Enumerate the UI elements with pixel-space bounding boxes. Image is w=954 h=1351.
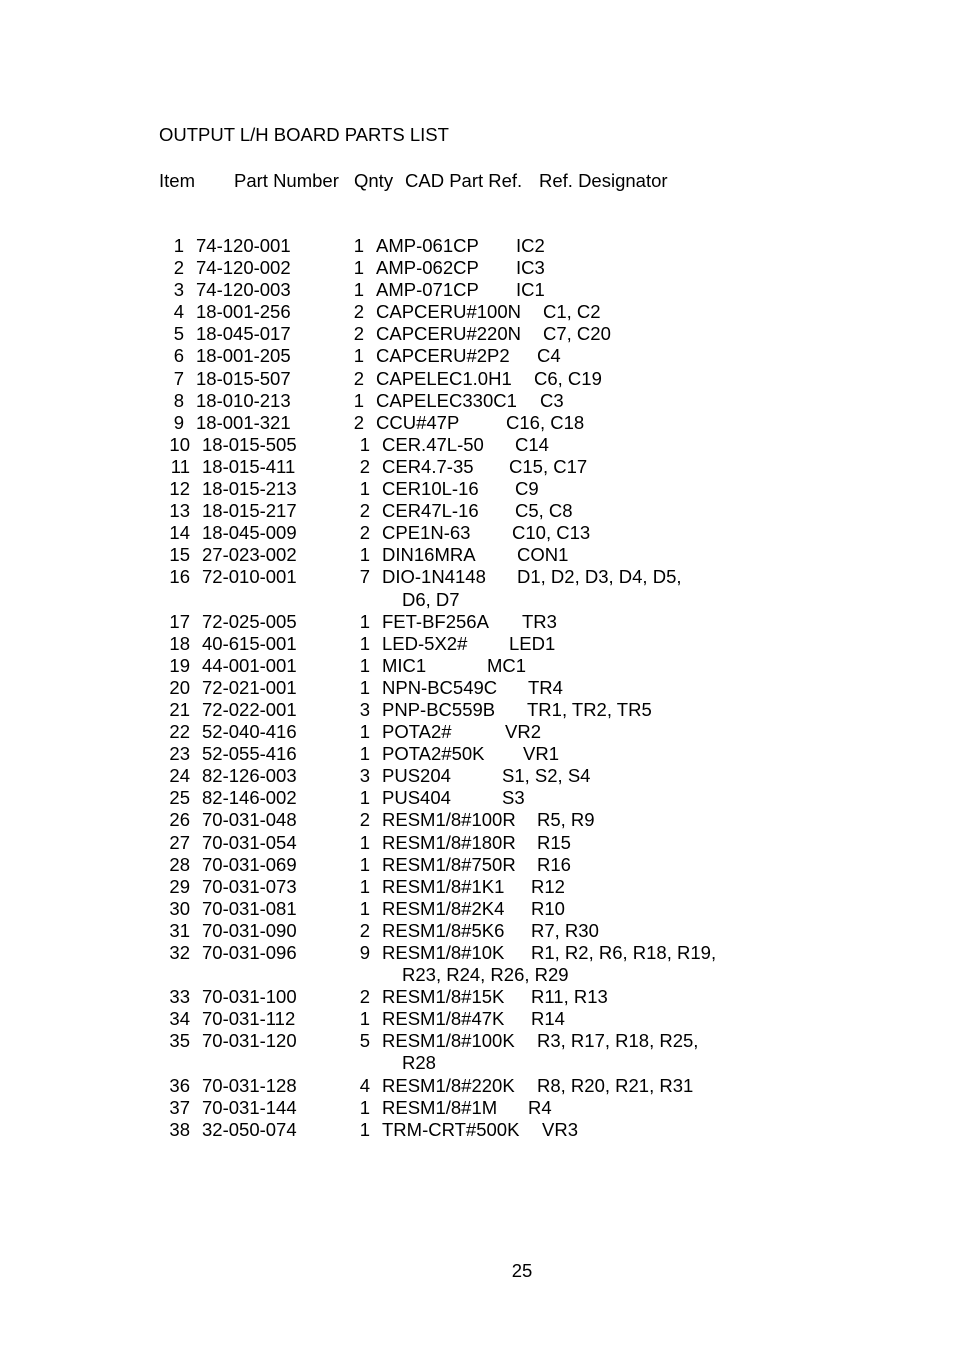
part-number: 70-031-144 bbox=[202, 1096, 297, 1118]
cad-part-ref: RESM1/8#100R bbox=[382, 809, 516, 831]
quantity: 2 bbox=[353, 367, 364, 389]
quantity: 1 bbox=[359, 478, 370, 500]
cad-part-ref: CER47L-16 bbox=[382, 500, 479, 522]
table-row-continuation bbox=[0, 589, 954, 611]
item-number: 2 bbox=[173, 257, 184, 279]
table-row bbox=[0, 279, 954, 301]
cad-part-ref: RESM1/8#1M bbox=[382, 1096, 498, 1118]
ref-designator: R10 bbox=[531, 897, 565, 919]
part-number: 70-031-054 bbox=[202, 831, 297, 853]
header-item: Item bbox=[159, 170, 195, 191]
quantity: 1 bbox=[359, 831, 370, 853]
cad-part-ref: PNP-BC559B bbox=[382, 698, 496, 720]
ref-designator: R5, R9 bbox=[537, 809, 595, 831]
ref-designator: R1, R2, R6, R18, R19, bbox=[531, 942, 717, 963]
item-number: 11 bbox=[170, 455, 190, 477]
part-number: 70-031-048 bbox=[202, 809, 297, 831]
ref-designator: R15 bbox=[537, 831, 571, 853]
ref-designator: IC3 bbox=[516, 257, 545, 279]
cad-part-ref: AMP-062CP bbox=[376, 257, 479, 279]
table-row bbox=[0, 1008, 954, 1030]
item-number: 30 bbox=[169, 897, 190, 919]
item-number: 38 bbox=[169, 1118, 190, 1140]
ref-designator: R14 bbox=[531, 1008, 565, 1030]
item-number: 20 bbox=[169, 676, 190, 698]
quantity: 1 bbox=[353, 279, 364, 301]
ref-designator: MC1 bbox=[487, 654, 527, 676]
item-number: 1 bbox=[173, 235, 184, 256]
table-row bbox=[0, 522, 954, 544]
cad-part-ref: LED-5X2# bbox=[382, 632, 468, 654]
item-number: 37 bbox=[169, 1096, 190, 1118]
ref-designator: S3 bbox=[502, 787, 525, 809]
ref-designator: S1, S2, S4 bbox=[502, 765, 591, 787]
part-number: 72-010-001 bbox=[202, 566, 297, 588]
quantity: 1 bbox=[359, 1008, 370, 1030]
part-number: 40-615-001 bbox=[202, 632, 297, 654]
cad-part-ref: NPN-BC549C bbox=[382, 676, 498, 698]
part-number: 70-031-081 bbox=[202, 897, 297, 919]
table-row bbox=[0, 1097, 954, 1119]
quantity: 1 bbox=[359, 676, 370, 698]
table-row bbox=[0, 544, 954, 566]
item-number: 21 bbox=[169, 698, 190, 720]
cad-part-ref: RESM1/8#220K bbox=[382, 1074, 515, 1096]
part-number: 18-015-213 bbox=[202, 478, 297, 500]
part-number: 52-055-416 bbox=[202, 743, 297, 765]
quantity: 3 bbox=[359, 698, 370, 720]
table-row bbox=[0, 390, 954, 412]
quantity: 1 bbox=[359, 1096, 370, 1118]
part-number: 70-031-090 bbox=[202, 919, 297, 941]
item-number: 34 bbox=[169, 1008, 190, 1030]
table-row bbox=[0, 655, 954, 677]
table-row bbox=[0, 456, 954, 478]
part-number: 44-001-001 bbox=[202, 654, 297, 676]
table-row bbox=[0, 257, 954, 279]
item-number: 17 bbox=[169, 610, 190, 632]
table-row-continuation bbox=[0, 1052, 954, 1074]
quantity: 1 bbox=[353, 345, 364, 367]
part-number: 70-031-069 bbox=[202, 853, 297, 875]
ref-designator: C9 bbox=[515, 478, 539, 500]
quantity: 4 bbox=[359, 1074, 370, 1096]
table-row bbox=[0, 412, 954, 434]
ref-designator: C6, C19 bbox=[534, 367, 602, 389]
part-number: 18-015-507 bbox=[196, 367, 291, 389]
quantity: 2 bbox=[359, 986, 370, 1008]
quantity: 1 bbox=[353, 257, 364, 279]
quantity: 3 bbox=[359, 765, 370, 787]
item-number: 12 bbox=[169, 478, 190, 500]
item-number: 29 bbox=[169, 875, 190, 897]
item-number: 19 bbox=[169, 654, 190, 676]
table-row bbox=[0, 368, 954, 390]
cad-part-ref: CPE1N-63 bbox=[382, 522, 471, 544]
quantity: 2 bbox=[359, 919, 370, 941]
cad-part-ref: CAPCERU#100N bbox=[376, 301, 521, 323]
part-number: 32-050-074 bbox=[202, 1118, 297, 1140]
table-row bbox=[0, 301, 954, 323]
ref-designator: R11, R13 bbox=[531, 986, 608, 1008]
ref-designator: C16, C18 bbox=[506, 411, 585, 433]
table-row-continuation bbox=[0, 964, 954, 986]
table-row bbox=[0, 235, 954, 257]
table-row bbox=[0, 986, 954, 1008]
part-number: 70-031-073 bbox=[202, 875, 297, 897]
part-number: 82-146-002 bbox=[202, 787, 297, 809]
header-qnty: Qnty bbox=[354, 170, 394, 191]
part-number: 70-031-100 bbox=[202, 986, 297, 1008]
cad-part-ref: FET-BF256A bbox=[382, 610, 489, 632]
item-number: 31 bbox=[169, 919, 190, 941]
table-row bbox=[0, 500, 954, 522]
quantity: 1 bbox=[359, 787, 370, 809]
part-number: 70-031-120 bbox=[202, 1030, 297, 1052]
ref-designator: IC1 bbox=[516, 279, 545, 301]
quantity: 1 bbox=[353, 389, 364, 411]
part-number: 70-031-128 bbox=[202, 1074, 297, 1096]
quantity: 1 bbox=[359, 853, 370, 875]
item-number: 32 bbox=[169, 942, 190, 963]
quantity: 1 bbox=[359, 897, 370, 919]
ref-designator: C1, C2 bbox=[543, 301, 601, 323]
cad-part-ref: CAPCERU#220N bbox=[376, 323, 521, 345]
table-row bbox=[0, 434, 954, 456]
ref-designator: C15, C17 bbox=[509, 455, 588, 477]
quantity: 1 bbox=[359, 1118, 370, 1140]
cad-part-ref: RESM1/8#15K bbox=[382, 986, 505, 1008]
cad-part-ref: POTA2# bbox=[382, 721, 452, 743]
part-number: 18-001-205 bbox=[196, 345, 291, 367]
item-number: 18 bbox=[169, 632, 190, 654]
ref-designator: VR3 bbox=[542, 1118, 578, 1140]
table-row bbox=[0, 1075, 954, 1097]
header-cad-part-ref: CAD Part Ref. bbox=[405, 170, 523, 191]
part-number: 74-120-003 bbox=[196, 279, 291, 301]
item-number: 9 bbox=[173, 411, 184, 433]
item-number: 35 bbox=[169, 1030, 190, 1052]
ref-designator-continued: D6, D7 bbox=[402, 588, 460, 610]
ref-designator: R8, R20, R21, R31 bbox=[537, 1074, 694, 1096]
table-row bbox=[0, 765, 954, 787]
table-row bbox=[0, 677, 954, 699]
cad-part-ref: RESM1/8#10K bbox=[382, 942, 505, 963]
quantity: 7 bbox=[359, 566, 370, 588]
cad-part-ref: AMP-061CP bbox=[376, 235, 479, 256]
ref-designator: TR4 bbox=[528, 676, 563, 698]
part-number: 70-031-112 bbox=[202, 1008, 296, 1030]
table-row bbox=[0, 611, 954, 633]
part-number: 18-010-213 bbox=[196, 389, 291, 411]
item-number: 26 bbox=[169, 809, 190, 831]
table-row bbox=[0, 323, 954, 345]
ref-designator: R12 bbox=[531, 875, 565, 897]
quantity: 2 bbox=[359, 809, 370, 831]
part-number: 74-120-001 bbox=[196, 235, 291, 256]
item-number: 13 bbox=[169, 500, 190, 522]
cad-part-ref: RESM1/8#5K6 bbox=[382, 919, 505, 941]
item-number: 36 bbox=[169, 1074, 190, 1096]
ref-designator: C7, C20 bbox=[543, 323, 611, 345]
ref-designator: VR1 bbox=[523, 743, 559, 765]
quantity: 5 bbox=[359, 1030, 370, 1052]
table-row bbox=[0, 345, 954, 367]
quantity: 1 bbox=[359, 610, 370, 632]
header-ref-designator: Ref. Designator bbox=[539, 170, 668, 191]
quantity: 2 bbox=[353, 323, 364, 345]
cad-part-ref: TRM-CRT#500K bbox=[382, 1118, 520, 1140]
part-number: 18-015-411 bbox=[202, 455, 296, 477]
cad-part-ref: RESM1/8#100K bbox=[382, 1030, 515, 1052]
item-number: 4 bbox=[173, 301, 184, 323]
quantity: 1 bbox=[359, 654, 370, 676]
table-row bbox=[0, 942, 954, 964]
quantity: 2 bbox=[359, 522, 370, 544]
quantity: 2 bbox=[353, 411, 364, 433]
item-number: 27 bbox=[169, 831, 190, 853]
ref-designator: VR2 bbox=[505, 721, 541, 743]
ref-designator: CON1 bbox=[517, 544, 569, 566]
part-number: 18-045-009 bbox=[202, 522, 297, 544]
cad-part-ref: RESM1/8#2K4 bbox=[382, 897, 505, 919]
part-number: 70-031-096 bbox=[202, 942, 297, 963]
cad-part-ref: PUS204 bbox=[382, 765, 451, 787]
quantity: 2 bbox=[359, 500, 370, 522]
ref-designator: C10, C13 bbox=[512, 522, 591, 544]
item-number: 10 bbox=[169, 433, 190, 455]
page-title: OUTPUT L/H BOARD PARTS LIST bbox=[159, 124, 449, 145]
table-row bbox=[0, 787, 954, 809]
cad-part-ref: AMP-071CP bbox=[376, 279, 479, 301]
part-number: 52-040-416 bbox=[202, 721, 297, 743]
quantity: 1 bbox=[359, 721, 370, 743]
table-row bbox=[0, 876, 954, 898]
ref-designator: C14 bbox=[515, 433, 549, 455]
quantity: 1 bbox=[359, 632, 370, 654]
quantity: 9 bbox=[359, 942, 370, 963]
cad-part-ref: CAPELEC1.0H1 bbox=[376, 367, 512, 389]
quantity: 1 bbox=[359, 875, 370, 897]
cad-part-ref: CER10L-16 bbox=[382, 478, 479, 500]
part-number: 18-015-505 bbox=[202, 433, 297, 455]
ref-designator: C4 bbox=[537, 345, 561, 367]
quantity: 2 bbox=[359, 455, 370, 477]
cad-part-ref: RESM1/8#750R bbox=[382, 853, 516, 875]
part-number: 72-022-001 bbox=[202, 698, 297, 720]
item-number: 3 bbox=[173, 279, 184, 301]
ref-designator: R7, R30 bbox=[531, 919, 599, 941]
cad-part-ref: CCU#47P bbox=[376, 411, 460, 433]
cad-part-ref: MIC1 bbox=[382, 654, 427, 676]
ref-designator: R3, R17, R18, R25, bbox=[537, 1030, 699, 1052]
table-row bbox=[0, 721, 954, 743]
item-number: 23 bbox=[169, 743, 190, 765]
part-number: 74-120-002 bbox=[196, 257, 291, 279]
table-row bbox=[0, 898, 954, 920]
cad-part-ref: RESM1/8#1K1 bbox=[382, 875, 505, 897]
part-number: 18-001-256 bbox=[196, 301, 291, 323]
table-row bbox=[0, 920, 954, 942]
item-number: 25 bbox=[169, 787, 190, 809]
part-number: 18-001-321 bbox=[196, 411, 291, 433]
cad-part-ref: DIN16MRA bbox=[382, 544, 476, 566]
parts-table bbox=[0, 235, 954, 1141]
cad-part-ref: RESM1/8#47K bbox=[382, 1008, 505, 1030]
ref-designator: D1, D2, D3, D4, D5, bbox=[517, 566, 682, 588]
quantity: 2 bbox=[353, 301, 364, 323]
cad-part-ref: PUS404 bbox=[382, 787, 451, 809]
cad-part-ref: CER.47L-50 bbox=[382, 433, 484, 455]
item-number: 15 bbox=[169, 544, 190, 566]
ref-designator: C3 bbox=[540, 389, 564, 411]
part-number: 18-045-017 bbox=[196, 323, 291, 345]
item-number: 14 bbox=[169, 522, 190, 544]
table-row bbox=[0, 1119, 954, 1141]
part-number: 72-021-001 bbox=[202, 676, 297, 698]
cad-part-ref: DIO-1N4148 bbox=[382, 566, 486, 588]
ref-designator: TR1, TR2, TR5 bbox=[527, 698, 652, 720]
ref-designator: R4 bbox=[528, 1096, 552, 1118]
header-part-number: Part Number bbox=[234, 170, 339, 191]
ref-designator: TR3 bbox=[522, 610, 557, 632]
item-number: 8 bbox=[173, 389, 184, 411]
cad-part-ref: CAPELEC330C1 bbox=[376, 389, 517, 411]
table-row bbox=[0, 854, 954, 876]
ref-designator: IC2 bbox=[516, 235, 545, 256]
part-number: 82-126-003 bbox=[202, 765, 297, 787]
cad-part-ref: CER4.7-35 bbox=[382, 455, 474, 477]
table-row bbox=[0, 633, 954, 655]
part-number: 27-023-002 bbox=[202, 544, 297, 566]
quantity: 1 bbox=[353, 235, 364, 256]
quantity: 1 bbox=[359, 743, 370, 765]
ref-designator-continued: R28 bbox=[402, 1052, 436, 1074]
cad-part-ref: CAPCERU#2P2 bbox=[376, 345, 510, 367]
cad-part-ref: POTA2#50K bbox=[382, 743, 485, 765]
ref-designator: C5, C8 bbox=[515, 500, 573, 522]
item-number: 28 bbox=[169, 853, 190, 875]
item-number: 33 bbox=[169, 986, 190, 1008]
table-row bbox=[0, 1030, 954, 1052]
table-row bbox=[0, 699, 954, 721]
item-number: 5 bbox=[173, 323, 184, 345]
ref-designator: LED1 bbox=[509, 632, 556, 654]
quantity: 1 bbox=[359, 544, 370, 566]
item-number: 6 bbox=[173, 345, 184, 367]
ref-designator: R16 bbox=[537, 853, 571, 875]
quantity: 1 bbox=[359, 433, 370, 455]
part-number: 18-015-217 bbox=[202, 500, 297, 522]
table-row bbox=[0, 478, 954, 500]
cad-part-ref: RESM1/8#180R bbox=[382, 831, 516, 853]
part-number: 72-025-005 bbox=[202, 610, 297, 632]
table-row bbox=[0, 566, 954, 588]
table-row bbox=[0, 809, 954, 831]
ref-designator-continued: R23, R24, R26, R29 bbox=[402, 964, 569, 986]
table-row bbox=[0, 832, 954, 854]
table-row bbox=[0, 743, 954, 765]
page-number: 25 bbox=[511, 1260, 533, 1281]
item-number: 7 bbox=[173, 367, 184, 389]
item-number: 24 bbox=[169, 765, 190, 787]
item-number: 22 bbox=[169, 721, 190, 743]
item-number: 16 bbox=[169, 566, 190, 588]
